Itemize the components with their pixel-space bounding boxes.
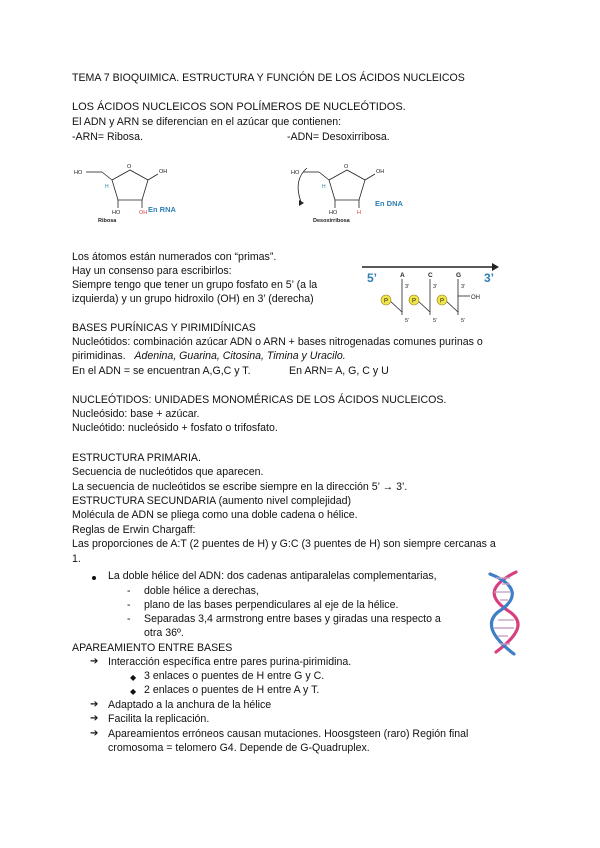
deoxy-ho-bottom: HO <box>329 210 338 216</box>
intro-line: El ADN y ARN se diferencian en el azúcar que contienen: <box>72 116 342 128</box>
arn-sugar: -ARN= Ribosa. <box>72 131 143 143</box>
bases-line-2a: pirimidinas. <box>72 350 126 362</box>
pairing-item-1: Interacción específica entre pares purina-pirimidina. <box>108 656 352 668</box>
label-three-3: 3’ <box>461 284 466 290</box>
page-title: TEMA 7 BIOQUIMICA. ESTRUCTURA Y FUNCIÓN DE LOS ÁCIDOS NUCLEICOS <box>72 72 465 84</box>
section-heading-primary: ESTRUCTURA PRIMARIA. <box>72 452 201 464</box>
deoxy-tag: En DNA <box>375 199 403 208</box>
dna-helix-image <box>480 568 528 660</box>
strand-base-g: G <box>456 272 462 279</box>
nucleoside-def: Nucleósido: base + azúcar. <box>72 408 200 420</box>
bases-line-3b: En ARN= A, G, C y U <box>289 365 389 377</box>
numbering-line-4: izquierda) y un grupo hidroxilo (OH) en 3’ (derecha) <box>72 293 314 305</box>
primary-line-2: La secuencia de nucleótidos se escribe siempre en la dirección 5’ → 3’. <box>72 481 408 493</box>
numbering-line-3: Siempre tengo que tener un grupo fosfato en 5’ (a la <box>72 279 318 291</box>
deoxy-o-ring: O <box>344 164 349 170</box>
bullet-dot <box>92 576 96 580</box>
secondary-line-3: Las proporciones de A:T (2 puentes de H) y G:C (3 puentes de H) son siempre cercanas a <box>72 538 496 550</box>
pairing-item-mutations: Apareamientos erróneos causan mutaciones. Hoosgsteen (raro) Región final <box>108 728 469 740</box>
bases-line-2 <box>72 349 346 364</box>
bases-list: Adenina, Guarina, Citosina, Timina y Uracilo. <box>134 350 346 362</box>
primary-line-1: Secuencia de nucleótidos que aparecen. <box>72 466 264 478</box>
label-five-1: 5’ <box>405 318 410 324</box>
arrow-2: ➔ <box>90 699 99 710</box>
section-heading-secondary: ESTRUCTURA SECUNDARIA (aumento nivel complejidad) <box>72 495 352 507</box>
section-heading-pairing: APAREAMIENTO ENTRE BASES <box>72 642 233 654</box>
phosphate-1: P <box>384 298 389 305</box>
strand-oh: OH <box>471 295 480 301</box>
arrow-3: ➔ <box>90 713 99 724</box>
arrow-1: ➔ <box>90 656 99 667</box>
helix-dash-3: Separadas 3,4 armstrong entre bases y giradas una respecto a <box>144 613 441 625</box>
strand-base-c: C <box>428 272 433 279</box>
strand-five-prime: 5’ <box>367 271 378 285</box>
ribose-oh-bottom: OH <box>139 210 148 216</box>
phosphate-3: P <box>440 298 445 305</box>
deoxy-ho-top: HO <box>291 170 300 176</box>
secondary-line-1: Molécula de ADN se pliega como una doble cadena o hélice. <box>72 509 358 521</box>
section-heading-nucleotides: NUCLEÓTIDOS: UNIDADES MONOMÉRICAS DE LOS ÁCIDOS NUCLEICOS. <box>72 394 447 406</box>
numbering-line-2: Hay un consenso para escribirlos: <box>72 265 232 277</box>
dash-1-marker: - <box>127 585 131 597</box>
label-three-2: 3’ <box>433 284 438 290</box>
dash-3-marker: - <box>127 613 131 625</box>
nucleotide-def: Nucleótido: nucleósido + fosfato o trifosfato. <box>72 422 278 434</box>
ribose-o-ring: O <box>127 164 132 170</box>
ribose-h: H <box>105 184 109 190</box>
deoxyribose-structure <box>287 150 407 230</box>
numbering-line-1: Los átomos están numerados con “primas”. <box>72 251 277 263</box>
deoxy-oh-right: OH <box>376 169 385 175</box>
label-five-2: 5’ <box>433 318 438 324</box>
ribose-ho-bottom: HO <box>112 210 121 216</box>
deoxy-name: Desoxirribosa <box>313 218 350 224</box>
diamond-1: ◆ <box>130 673 137 682</box>
ribose-tag: En RNA <box>148 205 176 214</box>
label-five-3: 5’ <box>461 318 466 324</box>
pairing-item-width: Adaptado a la anchura de la hélice <box>108 699 272 711</box>
dash-2-marker: - <box>127 599 131 611</box>
helix-bullet: La doble hélice del ADN: dos cadenas antiparalelas complementarias, <box>108 570 437 582</box>
strand-three-prime: 3’ <box>484 271 495 285</box>
ribose-name: Ribosa <box>98 218 117 224</box>
pairing-item-replication: Facilita la replicación. <box>108 713 210 725</box>
ribose-structure <box>72 150 182 230</box>
label-three-1: 3’ <box>405 284 410 290</box>
deoxy-h: H <box>322 184 326 190</box>
section-heading-bases: BASES PURÍNICAS Y PIRIMIDÍNICAS <box>72 322 256 334</box>
bases-line-3a: En el ADN = se encuentran A,G,C y T. <box>72 365 251 377</box>
arrow-4: ➔ <box>90 728 99 739</box>
secondary-line-2: Reglas de Erwin Chargaff: <box>72 524 196 536</box>
ribose-ho-top: HO <box>74 170 83 176</box>
helix-dash-3-cont: otra 36º. <box>144 627 184 639</box>
section-heading-polymers: LOS ÁCIDOS NUCLEICOS SON POLÍMEROS DE NUCLEÓTIDOS. <box>72 101 406 113</box>
strand-base-a: A <box>400 272 405 279</box>
phosphate-2: P <box>412 298 417 305</box>
adn-sugar: -ADN= Desoxirribosa. <box>287 131 390 143</box>
diamond-2: ◆ <box>130 687 137 696</box>
pairing-gc: 3 enlaces o puentes de H entre G y C. <box>144 670 325 682</box>
secondary-line-4: 1. <box>72 553 81 565</box>
ribose-oh-right: OH <box>159 169 168 175</box>
deoxy-h-bottom: H <box>357 210 361 216</box>
pairing-item-mutations-cont: cromosoma = telomero G4. Depende de G-Quadruplex. <box>108 742 370 754</box>
helix-dash-1: doble hélice a derechas, <box>144 585 259 597</box>
helix-dash-2: plano de las bases perpendiculares al eje de la hélice. <box>144 599 399 611</box>
strand-diagram <box>362 260 502 324</box>
pairing-at: 2 enlaces o puentes de H entre A y T. <box>144 684 320 696</box>
bases-line-1: Nucleótidos: combinación azúcar ADN o ARN + bases nitrogenadas comunes purinas o <box>72 336 483 348</box>
